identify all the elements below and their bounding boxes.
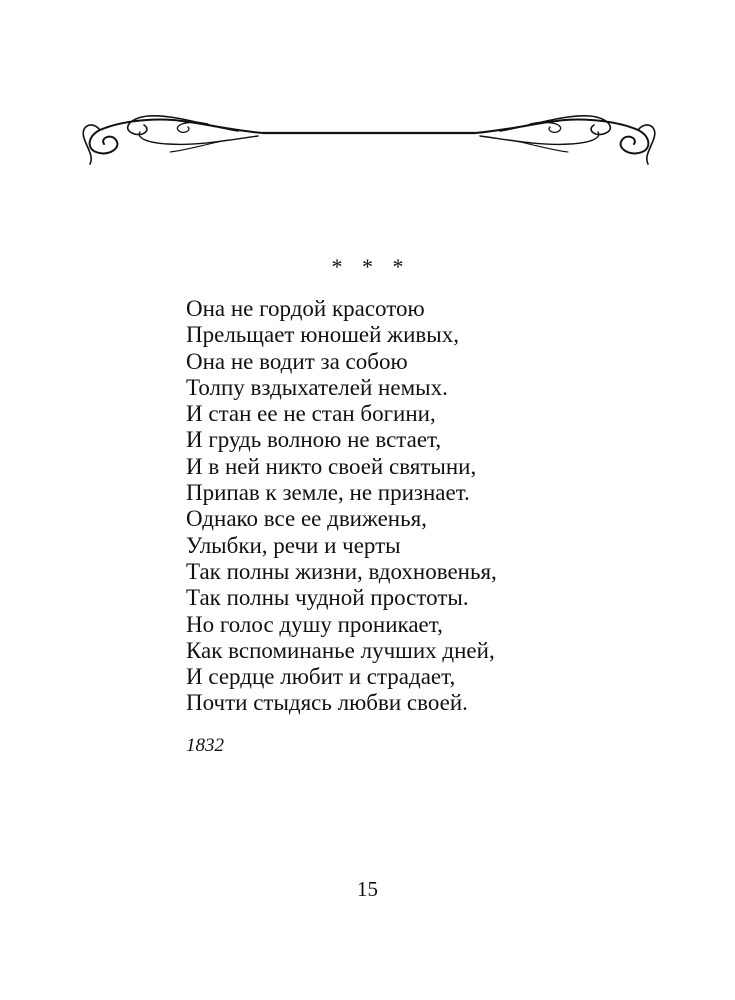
section-separator: * * * bbox=[331, 254, 404, 279]
poem-year: 1832 bbox=[186, 735, 224, 756]
poem-line: Как вспоминанье лучших дней, bbox=[186, 637, 495, 663]
poem-line: Она не водит за собою bbox=[186, 348, 408, 374]
poem-line: Улыбки, речи и черты bbox=[186, 532, 401, 558]
poem-line: И в ней никто своей святыни, bbox=[186, 453, 477, 479]
poem-line: Она не гордой красотою bbox=[186, 296, 425, 321]
poem-line: Прельщает юношей живых, bbox=[186, 322, 459, 348]
poem-line: Так полны жизни, вдохновенья, bbox=[186, 558, 497, 584]
poem-line: И грудь волною не встает, bbox=[186, 427, 442, 453]
poem-line: И сердце любит и страдает, bbox=[186, 664, 456, 690]
poem-line: И стан ее не стан богини, bbox=[186, 401, 436, 427]
poem-line: Почти стыдясь любви своей. bbox=[186, 690, 468, 716]
poem-line: Однако все ее движенья, bbox=[186, 506, 427, 532]
poem-line: Припав к земле, не признает. bbox=[186, 480, 470, 506]
poem-line: Толпу вздыхателей немых. bbox=[186, 374, 448, 400]
page-number: 15 bbox=[357, 877, 378, 901]
flourish-divider bbox=[78, 100, 660, 172]
poem-text bbox=[186, 296, 497, 717]
poem-line: Но голос душу проникает, bbox=[186, 611, 443, 637]
poem-line: Так полны чудной простоты. bbox=[186, 585, 469, 611]
